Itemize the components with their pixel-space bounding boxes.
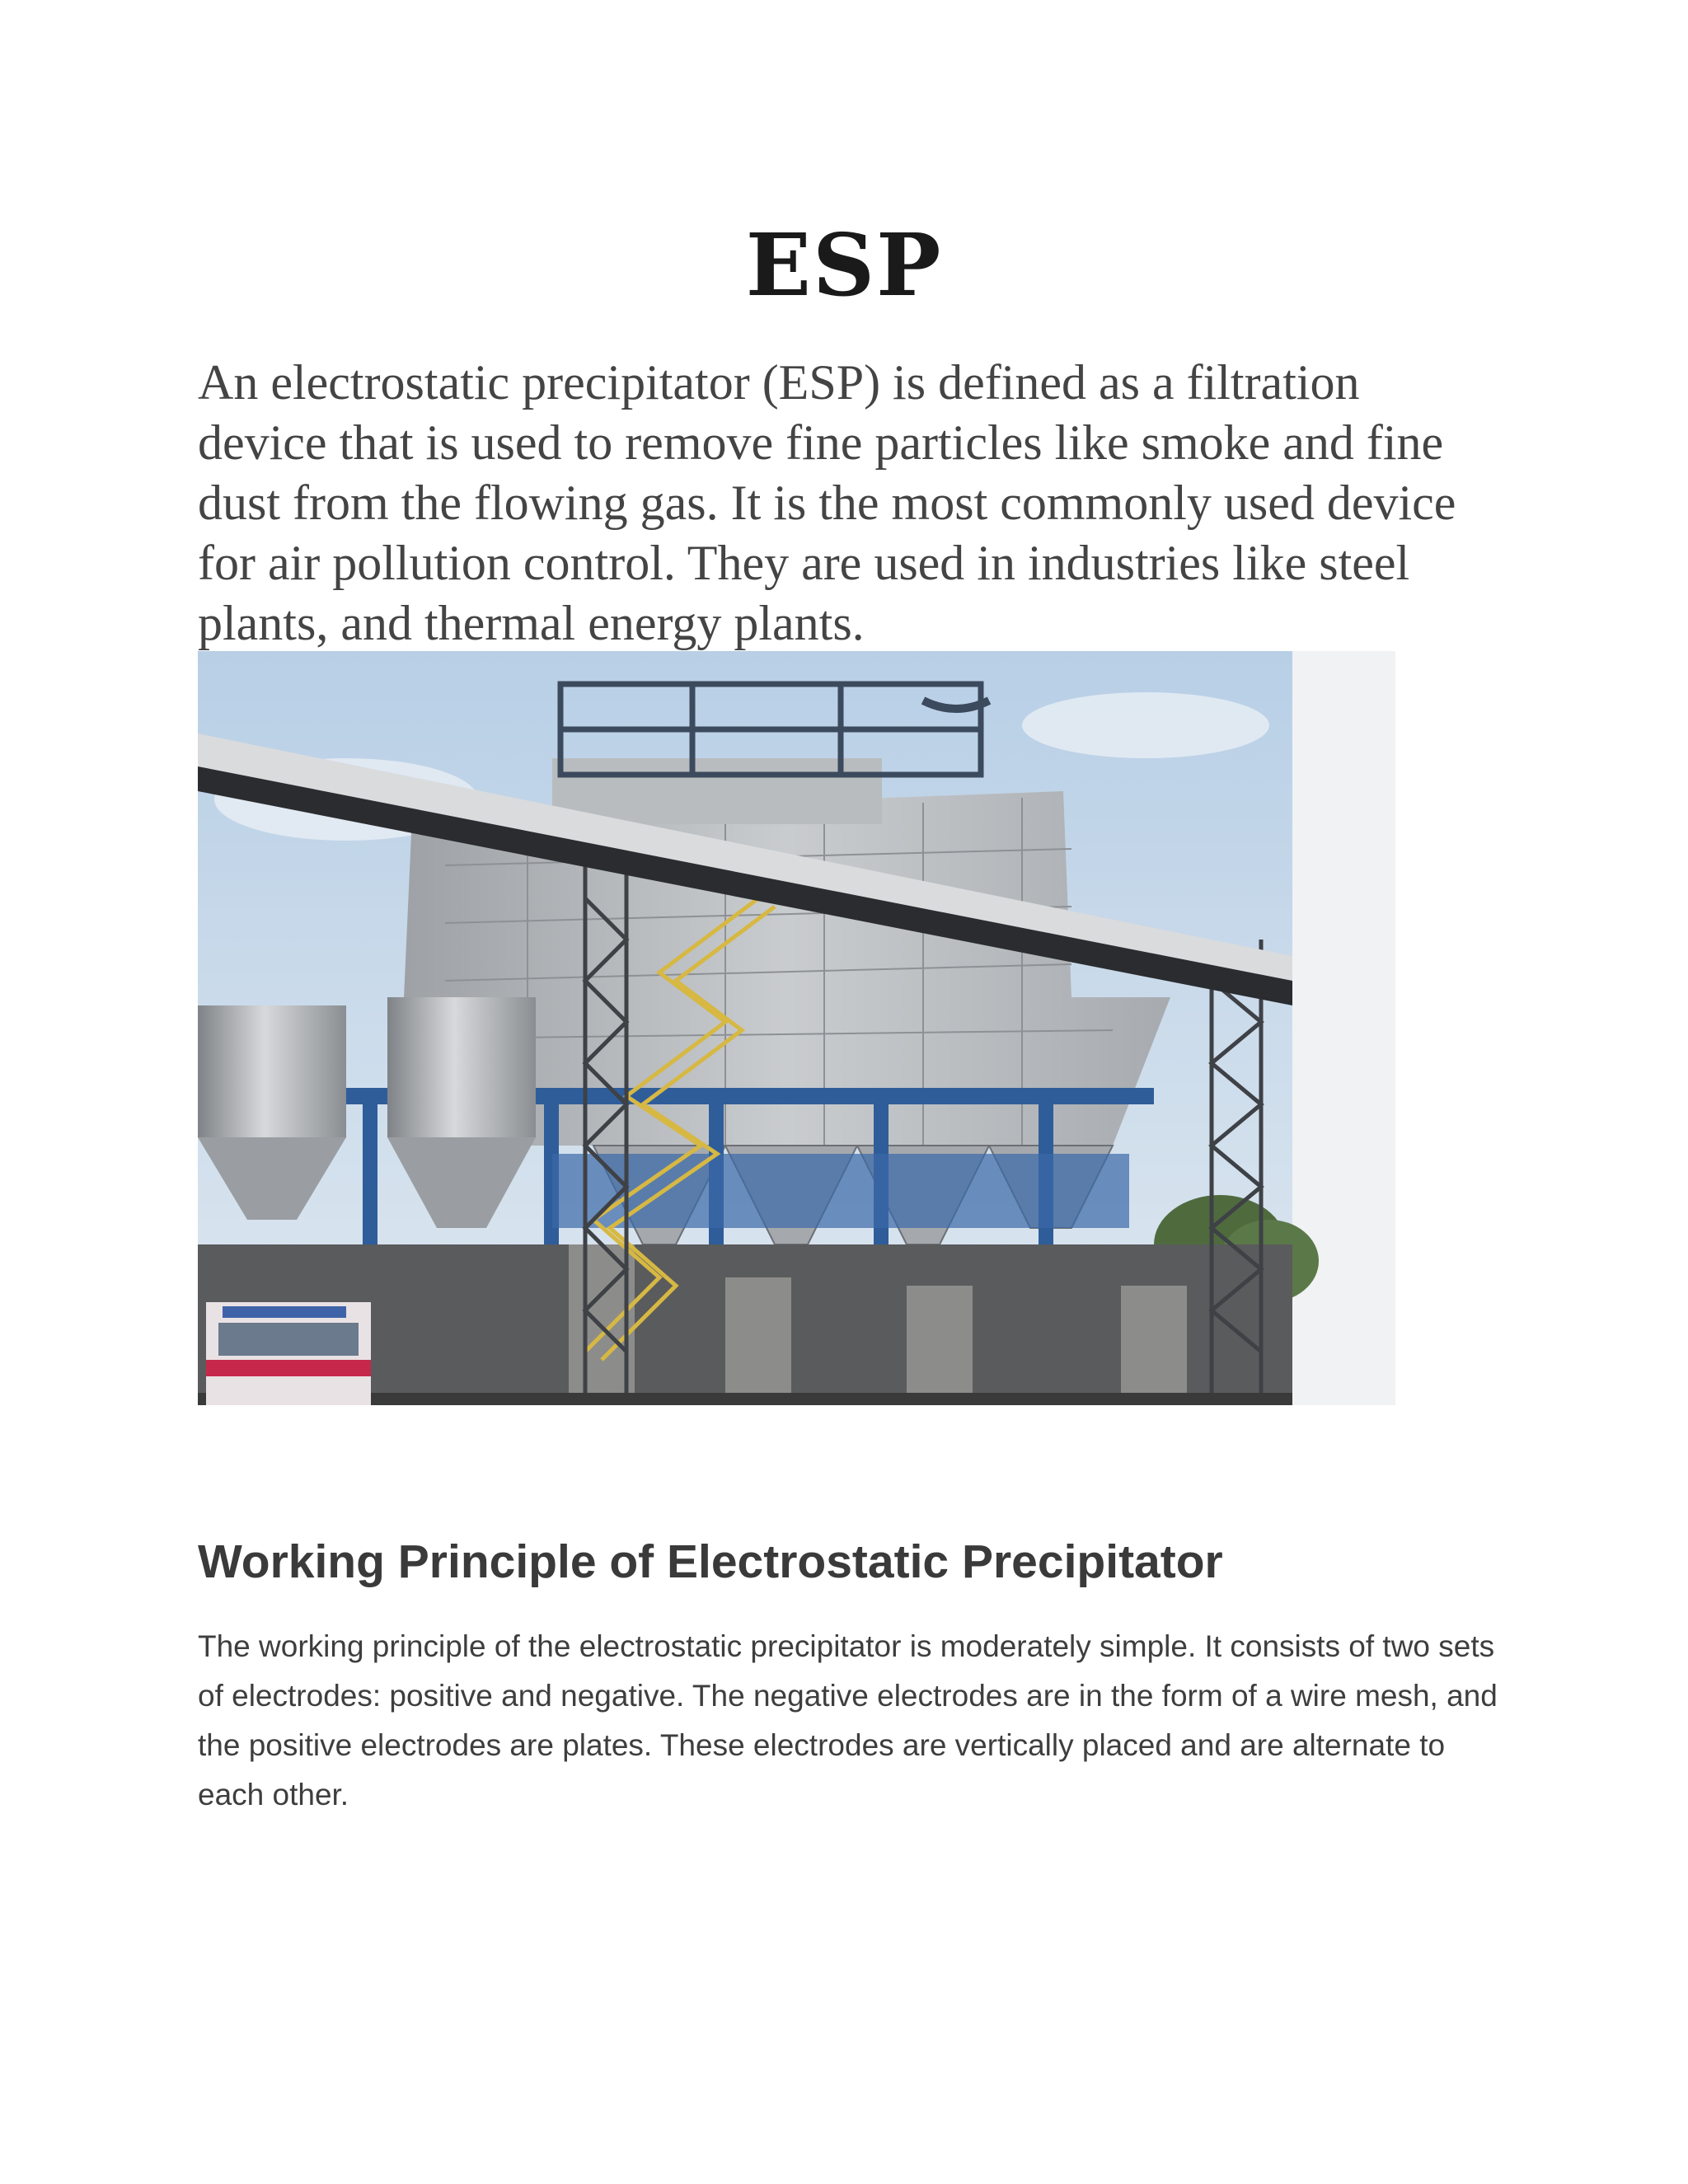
esp-plant-photo <box>198 651 1395 1405</box>
section-body: The working principle of the electrostatic precipitator is moderately simple. It consists of two sets of electrodes: positive and negative. The negative electrodes are in the form of a wire mesh, and the positive electrodes are plates. These electrodes are vertically placed and are alternate to each other. <box>198 1629 1498 1811</box>
section-heading: Working Principle of Electrostatic Precipitator <box>198 1535 1223 1588</box>
intro-paragraph: An electrostatic precipitator (ESP) is defined as a filtration device that is used to remove fine particles like smoke and fine dust from the flowing gas. It is the most commonly used device for air pollution control. They are used in industries like steel plants, and thermal energy plants. <box>198 355 1456 650</box>
page-title: ESP <box>745 214 943 316</box>
